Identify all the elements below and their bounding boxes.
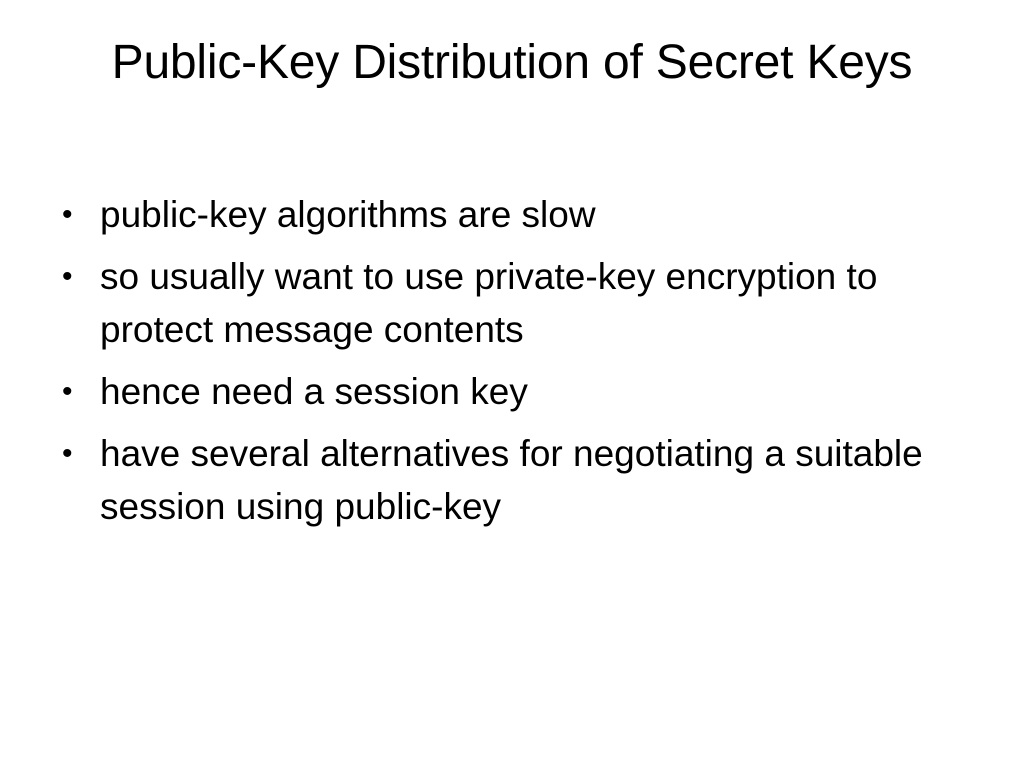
bullet-item bbox=[58, 365, 978, 418]
bullet-marker: • bbox=[62, 198, 73, 231]
bullet-text: hence need a session key bbox=[100, 371, 528, 412]
bullet-marker: • bbox=[62, 260, 73, 293]
bullet-item bbox=[58, 427, 978, 533]
bullet-marker: • bbox=[62, 375, 73, 408]
bullet-text: public-key algorithms are slow bbox=[100, 194, 596, 235]
bullet-text: have several alternatives for negotiating a suitable session using public-key bbox=[100, 433, 923, 527]
bullet-marker: • bbox=[62, 437, 73, 470]
bullet-list bbox=[58, 188, 978, 542]
bullet-item bbox=[58, 188, 978, 241]
bullet-text: so usually want to use private-key encryption to protect message contents bbox=[100, 256, 878, 350]
bullet-item bbox=[58, 250, 978, 356]
slide-title: Public-Key Distribution of Secret Keys bbox=[111, 36, 913, 89]
